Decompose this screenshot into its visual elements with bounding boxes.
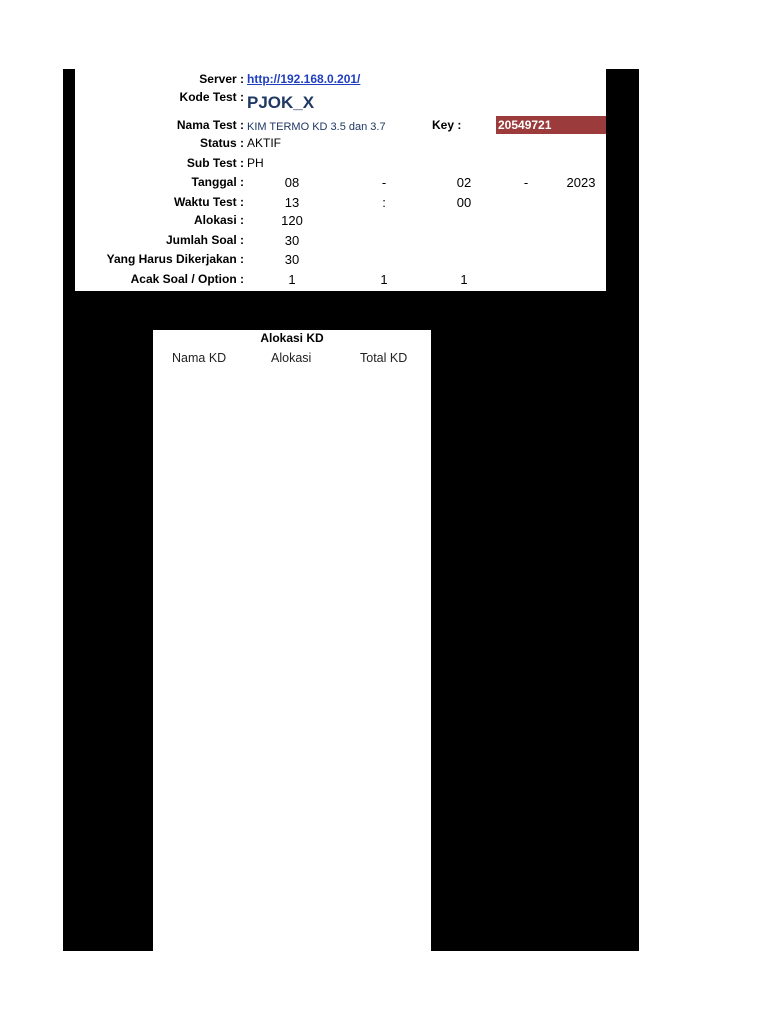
alokasi-kd-table (153, 330, 431, 951)
black-band (63, 291, 639, 330)
server-link[interactable] (247, 72, 360, 86)
status-label: Status : (199, 136, 244, 150)
harus-dikerjakan-value: 30 (284, 252, 300, 267)
col-header-alokasi: Alokasi (271, 351, 312, 365)
tanggal-label: Tanggal : (191, 175, 244, 189)
alokasi-label: Alokasi : (193, 213, 244, 227)
nama-test-label: Nama Test : (176, 118, 244, 132)
harus-dikerjakan-label: Yang Harus Dikerjakan : (106, 252, 244, 266)
alokasi-value: 120 (281, 213, 303, 228)
server-label: Server : (199, 72, 244, 86)
jumlah-soal-label: Jumlah Soal : (165, 233, 244, 247)
right-black-bar-top (606, 69, 639, 291)
left-black-bar-top (63, 69, 75, 291)
acak-soal-label: Acak Soal / Option : (130, 272, 244, 286)
status-value: AKTIF (247, 136, 282, 150)
tanggal-sep-1: - (381, 175, 387, 190)
waktu-sep: : (382, 195, 386, 210)
sub-test-label: Sub Test : (186, 156, 244, 170)
col-header-nama-kd: Nama KD (172, 351, 227, 365)
waktu-hour: 13 (284, 195, 300, 210)
left-black-column (63, 330, 153, 951)
key-value: 20549721 (496, 116, 606, 134)
acak-option-value-1: 1 (380, 272, 388, 287)
tanggal-sep-2: - (523, 175, 529, 190)
nama-test-value: KIM TERMO KD 3.5 dan 3.7 (247, 121, 386, 133)
waktu-test-label: Waktu Test : (173, 195, 244, 209)
tanggal-day: 08 (284, 175, 300, 190)
acak-option-value-2: 1 (460, 272, 468, 287)
tanggal-year: 2023 (566, 175, 596, 190)
sub-test-value: PH (247, 156, 264, 170)
server-url[interactable]: http://192.168.0.201/ (247, 72, 361, 86)
kode-test-label: Kode Test : (179, 90, 244, 104)
right-black-column (431, 330, 639, 951)
col-header-total-kd: Total KD (360, 351, 408, 365)
kode-test-value: PJOK_X (247, 93, 315, 112)
key-label: Key : (432, 118, 462, 132)
alokasi-kd-title: Alokasi KD (260, 331, 324, 345)
waktu-minute: 00 (456, 195, 472, 210)
tanggal-month: 02 (456, 175, 472, 190)
acak-soal-value: 1 (288, 272, 296, 287)
jumlah-soal-value: 30 (284, 233, 300, 248)
